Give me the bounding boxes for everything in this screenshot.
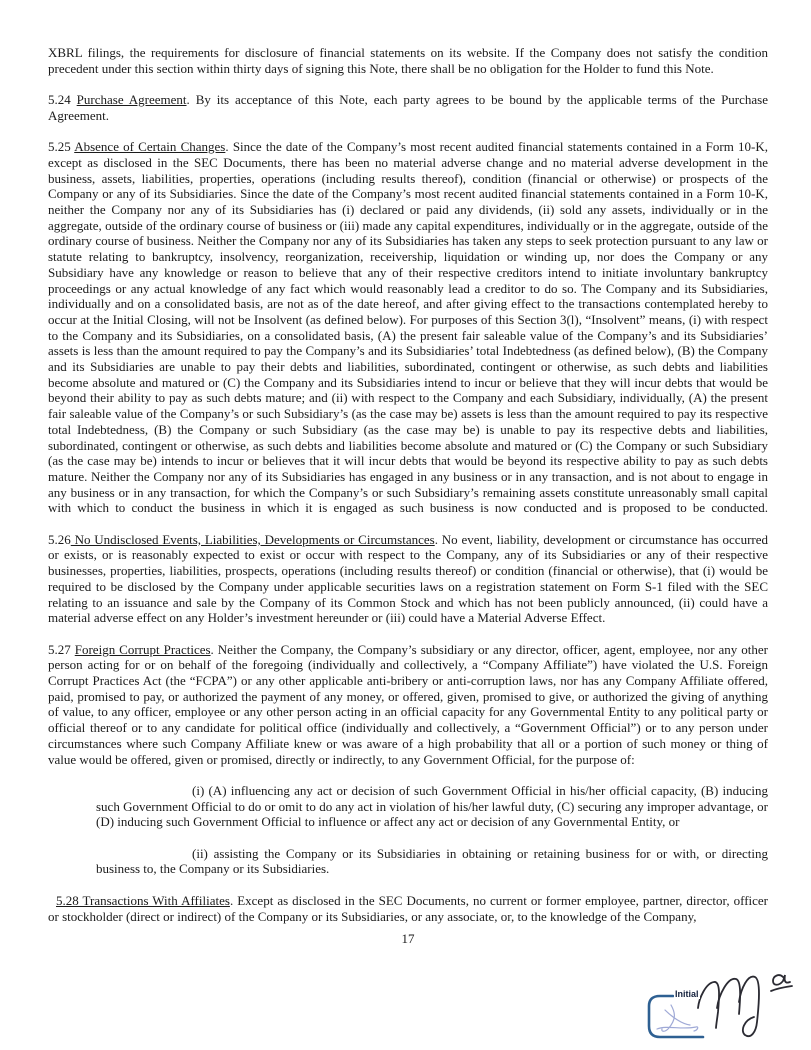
document-body [48, 45, 768, 924]
initial-stamp-graphic [644, 968, 811, 1048]
section-title: No Undisclosed Events, Liabilities, Developments or Circumstances [70, 531, 435, 547]
signature-icon [698, 975, 792, 1036]
section-title: Purchase Agreement [76, 92, 187, 108]
initial-label: Initial [675, 989, 699, 999]
section-separator: . [225, 139, 233, 155]
clause-i [96, 783, 768, 830]
section-title: 5.28 Transactions With Affiliates [56, 892, 230, 908]
section-text: Except as disclosed in the SEC Documents, no current or former employee, partner, director, officer or stockholder (direct or indirect) of the Company or its Subsidiaries, or any associate, or, to the knowledge of the Company, [48, 892, 769, 924]
initial-scribble-icon [657, 1005, 698, 1031]
section-number: 5.27 [48, 641, 75, 657]
initial-stamp [644, 968, 811, 1048]
section-number: 5.26 [48, 531, 71, 547]
section-separator: . [210, 641, 218, 657]
page-footer [48, 931, 768, 947]
section-text: By its acceptance of this Note, each party agrees to be bound by the applicable terms of the Purchase Agreement. [48, 92, 768, 123]
section-5-25 [48, 139, 768, 516]
paragraph-continuation [48, 45, 768, 76]
section-separator: . [186, 92, 196, 108]
page-number: 17 [401, 931, 415, 947]
section-5-24 [48, 92, 768, 123]
section-5-27 [48, 642, 768, 768]
section-5-28 [48, 893, 768, 924]
section-text: Since the date of the Company’s most recent audited financial statements contained in a Form 10-K, except as disclosed in the SEC Documents, there has been no material adverse change and no material adverse development in the business, assets, liabilities, properties, operations (including results thereof), condition (financial or otherwise) or prospects of the Company or any of its Subsidiaries. Since the date of the Company’s most recent audited financial statements contained in a Form 10-K, neither the Company nor any of its Subsidiaries has (i) declared or paid any dividends, (ii) sold any assets, individually or in the aggregate, outside of the ordinary course of business or (iii) made any capital expenditures, individually or in the aggregate, outside of the ordinary course of business. Neither the Company nor any of its Subsidiaries has taken any steps to seek protection pursuant to any law or statute relating to bankruptcy, insolvency, reorganization, receivership, liquidation or winding up, nor does the Company or any Subsidiary have any knowledge or reason to believe that any of their respective creditors intend to initiate involuntary bankruptcy proceedings or any actual knowledge of any fact which would reasonably lead a creditor to do so. The Company and its Subsidiaries, individually and on a consolidated basis, are not as of the date hereof, and after giving effect to the transactions contemplated hereby to occur at the Initial Closing, will not be Insolvent (as defined below). For purposes of this Section 3(l), “Insolvent” means, (i) with respect to the Company and its Subsidiaries, on a consolidated basis, (A) the present fair saleable value of the Company’s and its Subsidiaries’ assets is less than the amount required to pay the Company’s and its Subsidiaries’ total Indebtedness (as defined below), (B) the Company and its Subsidiaries are unable to pay their debts and liabilities, subordinated, contingent or otherwise, as such debts and liabilities become absolute and matured or (C) the Company and its Subsidiaries intend to incur or believe that they will incur debts that would be beyond their ability to pay as such debts mature; and (ii) with respect to the Company and each Subsidiary, individually, (A) the present fair saleable value of the Company’s or such Subsidiary’s (as the case may be) assets is less than the amount required to pay its respective total Indebtedness, (B) the Company or such Subsidiary (as the case may be) is unable to pay its respective debts and liabilities, subordinated, contingent or otherwise, as such debts and liabilities become absolute and matured or (C) the Company or such Subsidiary (as the case may be) intends to incur or believes that it will incur debts that would be beyond its respective ability to pay as such debts mature. Neither the Company nor any of its Subsidiaries has engaged in any business or in any transaction, and is not about to engage in any business or in any transaction, for which the Company’s or such Subsidiary’s remaining assets constitute unreasonably small capital with which to conduct the business in which it is engaged as such business is now conducted and is proposed to be conducted. [48, 139, 769, 516]
section-separator: . [229, 892, 238, 908]
clause-text: (ii) assisting the Company or its Subsidiaries in obtaining or retaining business for or with, or directing business to, the Company or its Subsidiaries. [96, 845, 768, 877]
section-separator: . [434, 531, 442, 547]
paragraph-text: XBRL filings, the requirements for disclosure of financial statements on its website. If the Company does not satisfy the condition precedent under this section within thirty days of signing this Note, there shall be no obligation for the Holder to fund this Note. [48, 45, 768, 76]
section-title: Foreign Corrupt Practices [74, 641, 211, 657]
section-number: 5.24 [48, 92, 77, 108]
section-text: No event, liability, development or circumstance has occurred or exists, or is reasonably expected to exist or occur with respect to the Company, any of its Subsidiaries or any of their respective businesses, properties, liabilities, prospects, operations (including results thereof) or condition (financial or otherwise), that (i) would be required to be disclosed by the Company under applicable securities laws on a registration statement on Form S-1 filed with the SEC relating to an issuance and sale by the Company of its Common Stock and which has not been publicly announced, (ii) could have a material adverse effect on any Holder’s investment hereunder or (iii) could have a Material Adverse Effect. [48, 531, 769, 626]
section-title: Absence of Certain Changes [74, 139, 226, 155]
section-number: 5.25 [48, 139, 75, 155]
clause-text: (i) (A) influencing any act or decision of such Government Official in his/her official capacity, (B) inducing such Government Official to do or omit to do any act in violation of his/her lawful duty, (C) securing any improper advantage, or (D) inducing such Government Official to influence or affect any act or decision of any Governmental Entity, or [96, 782, 768, 830]
section-text: Neither the Company, the Company’s subsidiary or any director, officer, agent, employee, nor any other person acting for or on behalf of the foregoing (individually and collectively, a “Company Affiliate”) have violated the U.S. Foreign Corrupt Practices Act (the “FCPA”) or any other applicable anti-bribery or anti-corruption laws, nor has any Company Affiliate offered, paid, promised to pay, or authorized the payment of any money, or offered, given, promised to give, or authorized the giving of anything of value, to any officer, employee or any other person acting in an official capacity for any Governmental Entity to any political party or official thereof or to any candidate for political office (individually and collectively, a “Government Official”) or to any person under circumstances where such Company Affiliate knew or was aware of a high probability that all or a portion of such money or thing of value would be offered, given or promised, directly or indirectly, to any Government Official, for the purpose of: [48, 641, 768, 767]
clause-ii [96, 846, 768, 877]
section-5-26 [48, 532, 768, 626]
